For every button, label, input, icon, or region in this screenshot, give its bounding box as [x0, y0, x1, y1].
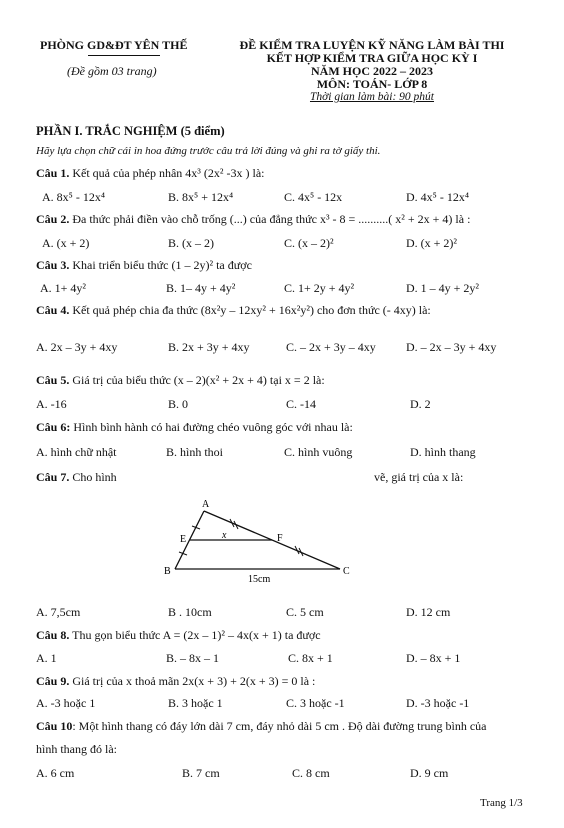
- q2-option-b: B. (x – 2): [168, 236, 214, 250]
- section-title: PHẦN I. TRẮC NGHIỆM (5 điểm): [36, 124, 225, 138]
- q8-option-c: C. 8x + 1: [288, 651, 333, 665]
- question-8: [36, 628, 321, 643]
- question-text: Giá trị của x thoả mãn 2x(x + 3) + 2(x + 3) = 0 là :: [72, 674, 316, 688]
- question-6: [36, 420, 353, 435]
- question-text: : Một hình thang có đáy lớn dài 7 cm, đáy nhỏ dài 5 cm . Độ dài đường trung bình của: [72, 719, 487, 733]
- q9-option-a: A. -3 hoặc 1: [36, 696, 96, 710]
- q1-option-d: D. 4x⁵ - 12x⁴: [406, 190, 470, 204]
- q5-option-c: C. -14: [286, 397, 316, 411]
- q8-option-d: D. – 8x + 1: [406, 651, 461, 665]
- q9-option-c: C. 3 hoặc -1: [286, 696, 345, 710]
- question-label: Câu 1.: [36, 166, 70, 180]
- q4-option-b: B. 2x + 3y + 4xy: [168, 340, 250, 354]
- question-label: Câu 10: [36, 719, 73, 733]
- section-instruction: Hãy lựa chọn chữ cái in hoa đứng trước câu trả lời đúng và ghi ra tờ giấy thi.: [36, 145, 381, 157]
- question-label: Câu 6:: [36, 420, 71, 434]
- question-label: Câu 3.: [36, 258, 70, 272]
- q4-option-d: D. – 2x – 3y + 4xy: [406, 340, 497, 354]
- question-1: [36, 166, 264, 181]
- question-label: Câu 2.: [36, 212, 70, 226]
- q4-option-a: A. 2x – 3y + 4xy: [36, 340, 118, 354]
- q3-option-c: C. 1+ 2y + 4y²: [284, 281, 355, 295]
- q2-option-a: A. (x + 2): [42, 236, 90, 250]
- question-text: Kết quả của phép nhân 4x³ (2x² -3x ) là:: [72, 166, 265, 180]
- exam-title-1: ĐỀ KIỂM TRA LUYỆN KỸ NĂNG LÀM BÀI THI: [239, 38, 505, 52]
- point-e-label: E: [180, 534, 187, 545]
- question-10: [36, 719, 486, 734]
- question-text: Khai triển biểu thức (1 – 2y)² ta được: [72, 258, 252, 272]
- question-text: Hình bình hành có hai đường chéo vuông góc với nhau là:: [73, 420, 353, 434]
- q10-option-a: A. 6 cm: [36, 766, 75, 780]
- question-7-text-right: vẽ, giá trị của x là:: [374, 470, 464, 484]
- q2-option-c: C. (x – 2)²: [284, 236, 334, 250]
- question-text: Giá trị của biểu thức (x – 2)(x² + 2x + 4) tại x = 2 là:: [72, 373, 325, 387]
- question-label: Câu 5.: [36, 373, 70, 387]
- question-9: [36, 674, 315, 689]
- q7-option-d: D. 12 cm: [406, 605, 451, 619]
- point-f-label: F: [277, 533, 283, 544]
- subject: MÔN: TOÁN- LỚP 8: [316, 77, 428, 91]
- question-3: [36, 258, 252, 273]
- base-length-label: 15cm: [248, 574, 271, 585]
- q7-option-c: C. 5 cm: [286, 605, 324, 619]
- q3-option-d: D. 1 – 4y + 2y²: [406, 281, 480, 295]
- question-2: [36, 212, 470, 227]
- q10-option-d: D. 9 cm: [410, 766, 449, 780]
- question-label: Câu 9.: [36, 674, 70, 688]
- page-number: Trang 1/3: [480, 797, 523, 809]
- q6-option-d: D. hình thang: [410, 445, 476, 459]
- question-label: Câu 4.: [36, 303, 70, 317]
- q6-option-b: B. hình thoi: [166, 445, 224, 459]
- school-year: NĂM HỌC 2022 – 2023: [311, 64, 433, 78]
- vertex-c-label: C: [343, 566, 350, 577]
- q6-option-a: A. hình chữ nhật: [36, 445, 117, 459]
- question-text: Thu gọn biểu thức A = (2x – 1)² – 4x(x + 1) ta được: [72, 628, 321, 642]
- q10-option-c: C. 8 cm: [292, 766, 330, 780]
- vertex-b-label: B: [164, 566, 171, 577]
- triangle-figure: [150, 495, 360, 587]
- x-label: x: [222, 530, 227, 541]
- q7-option-a: A. 7,5cm: [36, 605, 81, 619]
- question-5: [36, 373, 325, 388]
- q4-option-c: C. – 2x + 3y – 4xy: [286, 340, 376, 354]
- vertex-a-label: A: [202, 499, 210, 510]
- q1-option-a: A. 8x⁵ - 12x⁴: [42, 190, 106, 204]
- q7-option-b: B . 10cm: [168, 605, 212, 619]
- question-7: [36, 470, 117, 485]
- dept-name: PHÒNG GD&ĐT YÊN THẾ: [40, 38, 188, 52]
- exam-time: Thời gian làm bài: 90 phút: [309, 91, 435, 103]
- dept-underline: [88, 55, 160, 56]
- q6-option-c: C. hình vuông: [284, 445, 353, 459]
- question-label: Câu 7.: [36, 470, 70, 484]
- q2-option-d: D. (x + 2)²: [406, 236, 458, 250]
- q9-option-b: B. 3 hoặc 1: [168, 696, 223, 710]
- q5-option-d: D. 2: [410, 397, 431, 411]
- q1-option-b: B. 8x⁵ + 12x⁴: [168, 190, 234, 204]
- q9-option-d: D. -3 hoặc -1: [406, 696, 470, 710]
- question-text: Đa thức phải điền vào chỗ trống (...) của đẳng thức x³ - 8 = ..........( x² + 2x + 4) là :: [72, 212, 471, 226]
- pages-note: (Đề gồm 03 trang): [67, 64, 157, 78]
- q3-option-a: A. 1+ 4y²: [40, 281, 87, 295]
- q8-option-a: A. 1: [36, 651, 57, 665]
- exam-title-2: KẾT HỢP KIỂM TRA GIỮA HỌC KỲ I: [266, 51, 478, 65]
- question-4: [36, 303, 431, 318]
- question-text-left: Cho hình: [72, 470, 117, 484]
- q3-option-b: B. 1– 4y + 4y²: [166, 281, 236, 295]
- q5-option-b: B. 0: [168, 397, 189, 411]
- question-10-line-2: hình thang đó là:: [36, 742, 117, 756]
- q10-option-b: B. 7 cm: [182, 766, 220, 780]
- question-label: Câu 8.: [36, 628, 70, 642]
- q5-option-a: A. -16: [36, 397, 67, 411]
- question-text: Kết quả phép chia đa thức (8x²y – 12xy² + 16x²y²) cho đơn thức (- 4xy) là:: [72, 303, 431, 317]
- q8-option-b: B. – 8x – 1: [166, 651, 220, 665]
- q1-option-c: C. 4x⁵ - 12x: [284, 190, 343, 204]
